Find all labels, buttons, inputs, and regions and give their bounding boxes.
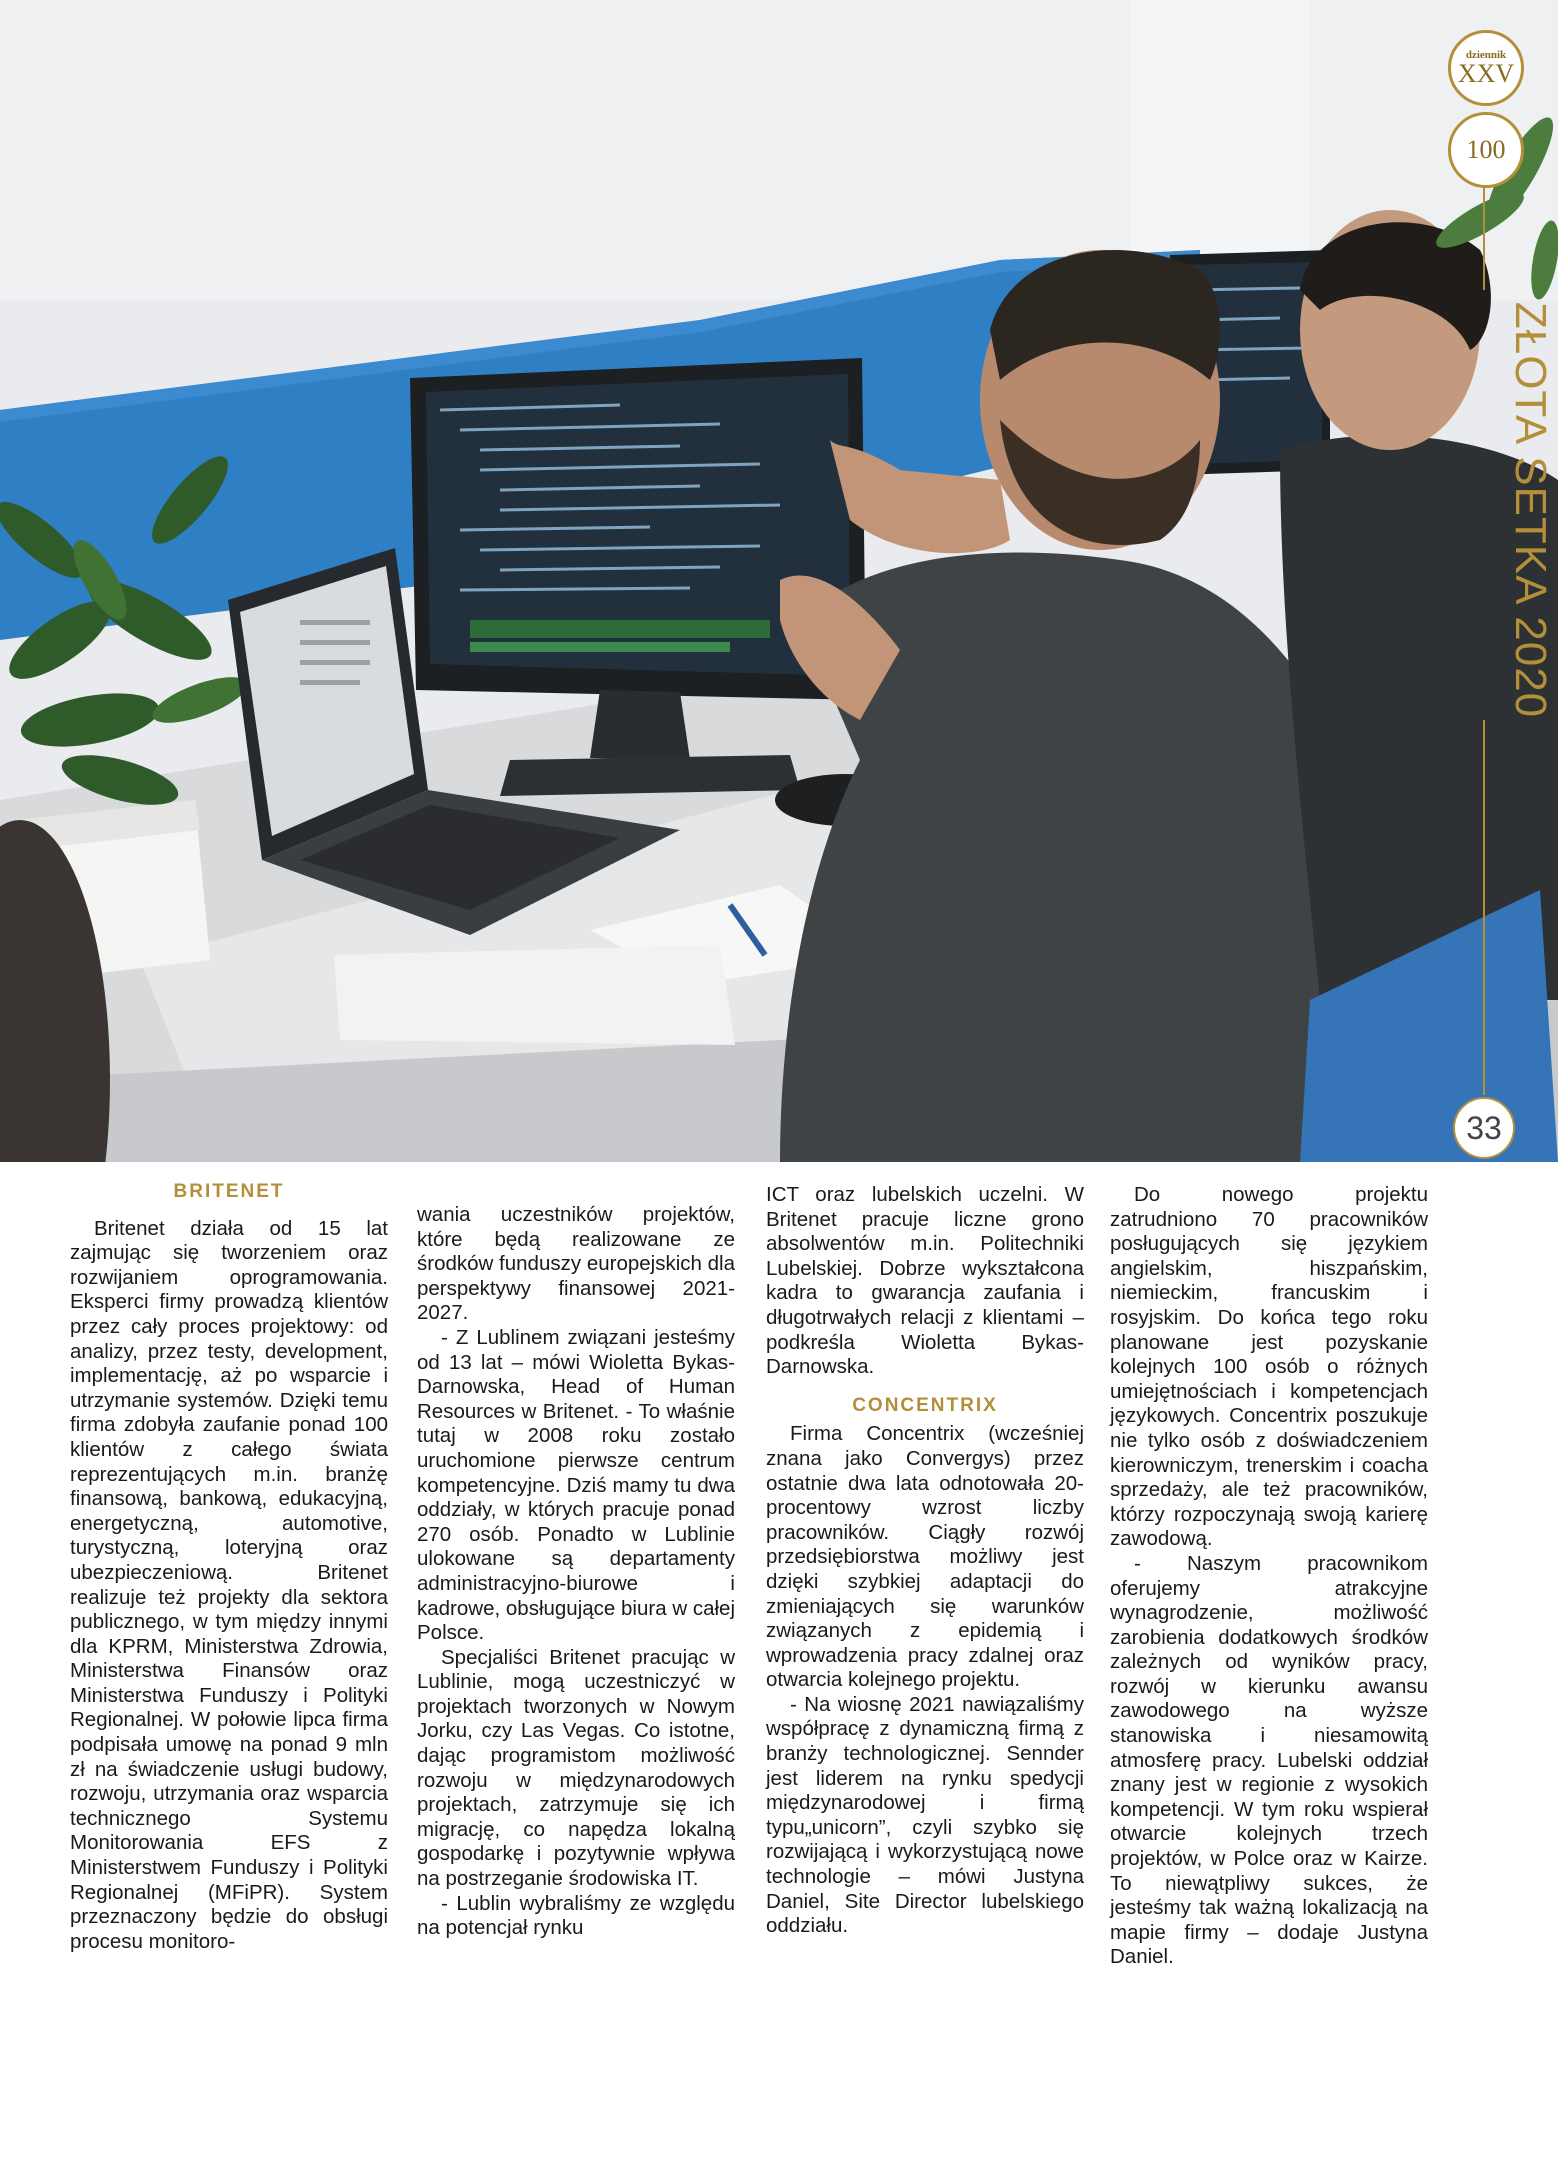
paragraph: - Naszym pracownikom oferujemy atrakcyjne wynagrodzenie, możliwość zarobienia dodatkowych środków zależnych od wyników pracy, rozwój w kierunku awansu zawodowego na wyższe stanowiska i niesamowitą atmosferę pracy. Lubelski oddział znany jest w regionie z wysokich kompetencji. W tym roku wspierał otwarcie kolejnych trzech projektów, w Polce oraz w Kairze. To niewątpliwy sukces, że jesteśmy tak ważną lokalizacją na mapie firmy – dodaje Justyna Daniel. [1110,1551,1428,1969]
article-column-4 [1110,1183,1428,1970]
badge-value: 100 [1466,135,1506,164]
section-title: ZŁOTA SETKA 2020 [1506,301,1555,719]
section-heading-concentrix: CONCENTRIX [852,1394,998,1416]
paragraph: - Na wiosnę 2021 nawiązaliśmy współpracę z dynamiczną firmą z branży technologicznej. Sennder jest liderem na rynku spedycji międzynarodowej i firmą typu„unicorn”, czyli szybko się rozwijającą i wykorzystującą nowe technologie – mówi Justyna Daniel, Site Director lubelskiego oddziału. [766,1692,1084,1938]
gold-line-bottom [1483,720,1485,1095]
article-column-1 [70,1178,388,1954]
paragraph: - Z Lublinem związani jesteśmy od 13 lat – mówi Wioletta Bykas-Darnowska, Head of Human Resources w Britenet. - To właśnie tutaj w 2008 roku zostało uruchomione pierwsze centrum kompetencyjne. Dziś mamy tu dwa oddziały, w których pracuje ponad 270 osób. Ponadto w Lublinie ulokowane są departamenty administracyjno-biurowe i kadrowe, obsługujące biura w całej Polsce. [417,1325,735,1645]
paragraph: Britenet działa od 15 lat zajmując się tworzeniem oraz rozwijaniem oprogramowania. Eksperci firmy prowadzą klientów przez cały proces projektowy: od analizy, przez testy, development, implementację, aż po wsparcie i utrzymanie systemów. Dzięki temu firma zdobyła zaufanie ponad 100 klientów z całego świata reprezentujących m.in. branżę finansową, bankową, edukacyjną, energetyczną, automotive, turystyczną, loteryjną oraz ubezpieczeniową. Britenet realizuje też projekty dla sektora publicznego, w tym między innymi dla KPRM, Ministerstwa Zdrowia, Ministerstwa Finansów oraz Ministerstwa Funduszy i Polityki Regionalnej. W połowie lipca firma podpisała umowę na ponad 9 mln zł na świadczenie usługi budowy, rozwoju, utrzymania oraz wsparcia technicznego Systemu Monitorowania EFS z Ministerstwem Funduszy i Polityki Regionalnej (MFiPR). System przeznaczony będzie do obsługi procesu monitoro- [70,1216,388,1953]
gold-line-top [1483,170,1485,290]
paragraph: ICT oraz lubelskich uczelni. W Britenet pracuje liczne grono absolwentów m.in. Politechniki Lubelskiej. Dobrze wykształcona kadra to gwarancja zaufania i długotrwałych relacji z klientami – podkreśla Wioletta Bykas-Darnowska. [766,1183,1084,1379]
section-heading-britenet: BRITENET [173,1181,285,1202]
badge-label: dziennik [1465,48,1507,61]
badge-value: XXV [1457,58,1515,88]
paragraph: Firma Concentrix (wcześniej znana jako Convergys) przez ostatnie dwa lata odnotowała 20-procentowy wzrost liczby pracowników. Ciągły rozwój przedsiębiorstwa możliwy jest dzięki szybkiej adaptacji do zmieniających się warunków związanych z epidemią i wprowadzenia pracy zdalnej oraz otwarcia kolejnego projektu. [766,1422,1084,1692]
page-number: 33 [1453,1097,1515,1159]
hundred-badge [1448,112,1524,188]
paragraph: - Lublin wybraliśmy ze względu na potencjał rynku [417,1891,735,1940]
paragraph: wania uczestników projektów, które będą realizowane ze środków funduszy europejskich dla perspektywy finansowej 2021-2027. [417,1203,735,1325]
section-title-vertical [1500,300,1558,720]
anniversary-badge [1448,30,1524,106]
article-column-3 [766,1183,1084,1939]
article-column-2 [417,1203,735,1941]
paragraph: Do nowego projektu zatrudniono 70 pracowników posługujących się językiem angielskim, hiszpańskim, niemieckim, francuskim i rosyjskim. Do końca tego roku planowane jest pozyskanie kolejnych 100 osób o różnych umiejętnościach i kompetencjach językowych. Concentrix poszukuje nie tylko osób z doświadczeniem kierowniczym, trenerskim i coacha sprzedaży, ale też pracowników, którzy rozpoczynają swoją karierę zawodową. [1110,1183,1428,1551]
paragraph: Specjaliści Britenet pracując w Lublinie, mogą uczestniczyć w projektach tworzonych w Nowym Jorku, czy Las Vegas. Co istotne, dając programistom możliwość rozwoju w międzynarodowych projektach, zatrzymuje się ich migrację, co napędza lokalną gospodarkę i pozytywnie wpływa na postrzeganie środowiska IT. [417,1645,735,1891]
